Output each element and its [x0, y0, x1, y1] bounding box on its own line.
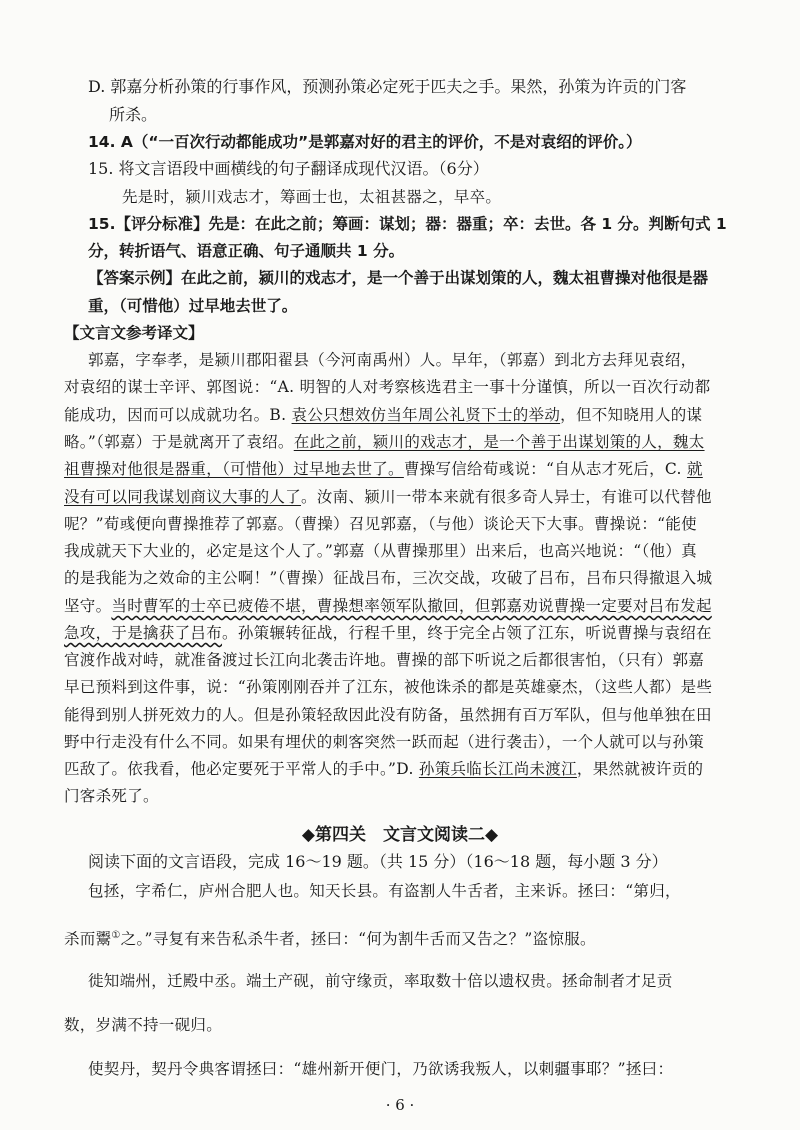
option-d-line1: D. 郭嘉分析孙策的行事作风，预测孙策必定死于匹夫之手。果然，孙策为许贡的门客 [88, 77, 687, 96]
text-segment: 能成功，因而可以成就功名。B. [64, 406, 292, 424]
passage-line: 徙知端州，迁殿中丞。端土产砚，前守缘贡，率取数十倍以遗权贵。拯命制者才足贡 [88, 972, 673, 990]
page-number: · 6 · [385, 1096, 415, 1114]
translation-line: 能得到别人拼死效力的人。但是孙策轻敌因此没有防备，虽然拥有百万军队，但与他单独在田 [64, 706, 712, 724]
question-15-quote: 先是时，颍川戏志才，筹画士也，太祖甚器之，早卒。 [122, 188, 502, 206]
wavy-underlined-segment: 急攻，于是擒获了吕布 [64, 624, 223, 642]
passage-line: 使契丹，契丹令典客谓拯曰：“雄州新开便门，乃欲诱我叛人，以刺疆事耶？”拯曰： [88, 1060, 674, 1078]
underlined-segment: 袁公只想效仿当年周公礼贤下士的举动 [291, 406, 561, 424]
translation-line [64, 431, 705, 453]
wavy-underlined-segment: 当时曹军的士卒已疲倦不堪，曹操想率领军队撤回，但郭嘉劝说曹操一定要对吕布发起 [111, 597, 712, 615]
underlined-segment: 孙策兵临长江尚未渡江 [418, 760, 577, 778]
translation-line [64, 758, 703, 780]
translation-line: 早已预料到这件事，说：“孙策刚刚吞并了江东，被他诛杀的都是英雄豪杰，（这些人都）是些 [64, 678, 713, 696]
footnote-marker: ① [111, 930, 121, 941]
translation-line [64, 458, 703, 480]
option-d-line2: 所杀。 [109, 105, 158, 124]
text-segment: 略。”（郭嘉）于是就离开了袁绍。 [64, 433, 294, 451]
translation-line [64, 404, 702, 426]
passage-intro: 阅读下面的文言语段，完成 16～19 题。（共 15 分）（16～18 题，每小题 3 分） [88, 852, 668, 871]
text-segment: ，果然就被许贡的 [576, 760, 704, 778]
text-segment: 匹敌了。依我看，他必定要死于平常人的手中。”D. [64, 760, 419, 778]
underlined-segment: 就 [686, 460, 703, 478]
translation-line: 官渡作战对峙，就准备渡过长江向北袭击许地。曹操的部下听说之后都很害怕，（只有）郭嘉 [64, 651, 705, 669]
text-segment: 之。”寻复有来告私杀牛者，拯曰：“何为割牛舌而又告之？”盗惊服。 [120, 930, 596, 949]
passage-line: 数，岁满不持一砚归。 [64, 1016, 223, 1034]
answer-14: 14. A（“一百次行动都能成功”是郭嘉对好的君主的评价，不是对袁绍的评价。） [88, 133, 642, 151]
translation-line: 门客杀死了。 [64, 787, 159, 805]
underlined-segment: 没有可以同我谋划商议大事的人了 [64, 488, 302, 506]
translation-line: 的是我能为之效命的主公啊！”（曹操）征战吕布，三次交战，攻破了吕布，吕布只得撤退入城 [64, 569, 713, 587]
translation-line [64, 622, 712, 644]
text-segment: 杀而鬻 [64, 930, 112, 949]
translation-line: 野中行走没有什么不同。如果有埋伏的刺客突然一跃而起（进行袭击），一个人就可以与孙策 [64, 733, 705, 751]
translation-line: 呢？”荀彧便向曹操推荐了郭嘉。（曹操）召见郭嘉，（与他）谈论天下大事。曹操说：“能使 [64, 515, 697, 533]
underlined-segment: 祖曹操对他很是器重，（可惜他）过早地去世了。 [64, 460, 404, 478]
translation-line [64, 595, 712, 617]
translation-line: 对袁绍的谋士辛评、郭图说：“A. 明智的人对考察核选君主一事十分谨慎，所以一百次行动都 [64, 378, 711, 396]
translation-line [64, 486, 712, 508]
text-segment: 曹操写信给荀彧说：“自从志才死后，C. [403, 460, 687, 478]
answer-15-line3: 【答案示例】在此之前，颍川的戏志才，是一个善于出谋划策的人，魏太祖曹操对他很是器 [88, 269, 709, 287]
translation-line: 我成就天下大业的，必定是这个人了。”郭嘉（从曹操那里）出来后，也高兴地说：“（他）真 [64, 542, 697, 560]
passage-line: 包拯，字希仁，庐州合肥人也。知天长县。有盗割人牛舌者，主来诉。拯曰：“第归， [88, 882, 681, 900]
answer-15-line1: 15.【评分标准】先是：在此之前；筹画：谋划；器：器重；卒：去世。各 1 分。判断句式 1 [88, 215, 727, 233]
underlined-segment: 在此之前，颍川的戏志才，是一个善于出谋划策的人，魏太 [293, 433, 705, 451]
passage-line [64, 925, 596, 950]
text-segment: 。孙策辗转征战，行程千里，终于完全占领了江东，听说曹操与袁绍在 [222, 624, 712, 642]
text-segment: ，但不知晓用人的谋 [560, 406, 703, 424]
section-heading: ◆第四关 文言文阅读二◆ [301, 825, 499, 845]
question-15-prompt: 15. 将文言语段中画横线的句子翻译成现代汉语。（6分） [88, 159, 489, 178]
translation-line: 郭嘉，字奉孝，是颍川郡阳翟县（今河南禹州）人。早年，（郭嘉）到北方去拜见袁绍， [88, 351, 697, 369]
answer-15-line2: 分，转折语气、语意正确、句子通顺共 1 分。 [88, 242, 405, 260]
text-segment: 坚守。 [64, 597, 112, 615]
text-segment: 。汝南、颍川一带本来就有很多奇人异士，有谁可以代替他 [301, 488, 712, 506]
translation-title: 【文言文参考译文】 [64, 324, 204, 342]
answer-15-line4: 重，（可惜他）过早地去世了。 [88, 297, 298, 315]
